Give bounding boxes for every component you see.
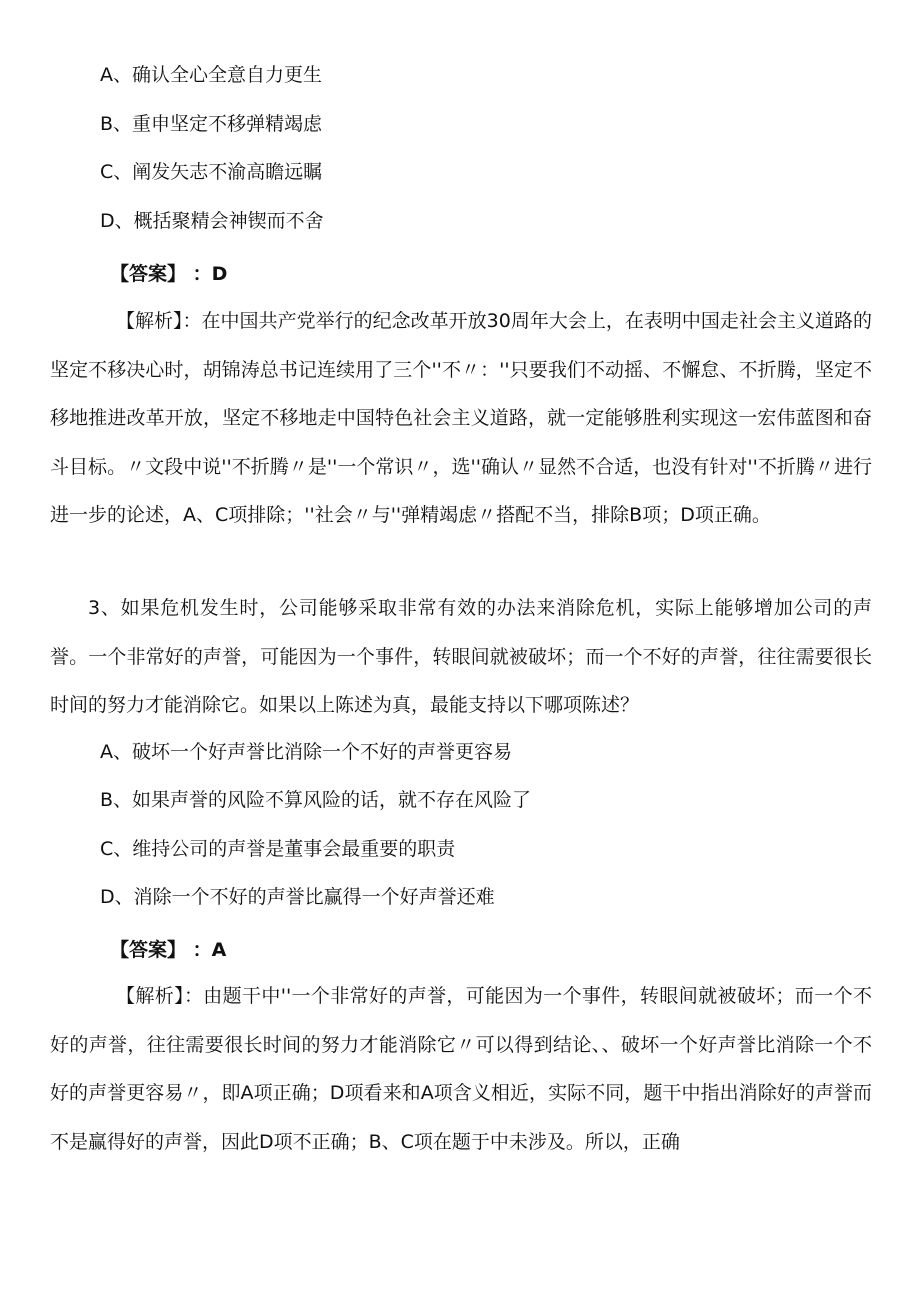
q3-option-d: D、消除一个不好的声誉比赢得一个好声誉还难 xyxy=(100,886,495,908)
q3-option-c: C、维持公司的声誉是董事会最重要的职责 xyxy=(100,838,456,860)
q3-stem: 3、如果危机发生时，公司能够采取非常有效的办法来消除危机，实际上能够增加公司的声誉。一个非常好的声誉，可能因为一个事件，转眼间就被破坏；而一个不好的声誉，往往需要很长时间的努力才能消除它。如果以上陈述为真，最能支持以下哪项陈述？ xyxy=(50,597,872,716)
q3-analysis: 【解析】：由题干中''一个非常好的声誉，可能因为一个事件，转眼间就被破坏；而一个不好的声誉，往往需要很长时间的努力才能消除它〃可以得到结论、、破坏一个好声誉比消除一个不好的声誉更容易〃，即A项正确；D项看来和A项含义相近，实际不同，题干中指出消除好的声誉而不是赢得好的声誉，因此D项不正确；B、C项在题于中未涉及。所以，正确 xyxy=(50,985,872,1153)
q3-option-b: B、如果声誉的风险不算风险的话，就不存在风险了 xyxy=(100,789,532,811)
q2-answer: 【答案】 ：D xyxy=(110,263,228,285)
q3-option-a: A、破坏一个好声誉比消除一个不好的声誉更容易 xyxy=(100,741,512,763)
q2-option-d: D、概括聚精会神锲而不舍 xyxy=(100,210,324,232)
q2-option-b: B、重申坚定不移弹精竭虑 xyxy=(100,113,323,135)
q2-option-c: C、阐发矢志不渝高瞻远瞩 xyxy=(100,161,323,183)
q2-option-a: A、确认全心全意自力更生 xyxy=(100,64,322,86)
q3-answer: 【答案】 ：A xyxy=(110,939,227,961)
q2-analysis: 【解析】：在中国共产党举行的纪念改革开放30周年大会上，在表明中国走社会主义道路的坚定不移决心时，胡锦涛总书记连续用了三个''不〃：''只要我们不动摇、不懈怠、不折腾，坚定不移地推进改革开放，坚定不移地走中国特色社会主义道路，就一定能够胜利实现这一宏伟蓝图和奋斗目标。〃文段中说''不折腾〃是''一个常识〃，选''确认〃显然不合适，也没有针对''不折腾〃进行进一步的论述，A、C项排除；''社会〃与''弹精竭虑〃搭配不当，排除B项；D项正确。 xyxy=(50,310,872,526)
